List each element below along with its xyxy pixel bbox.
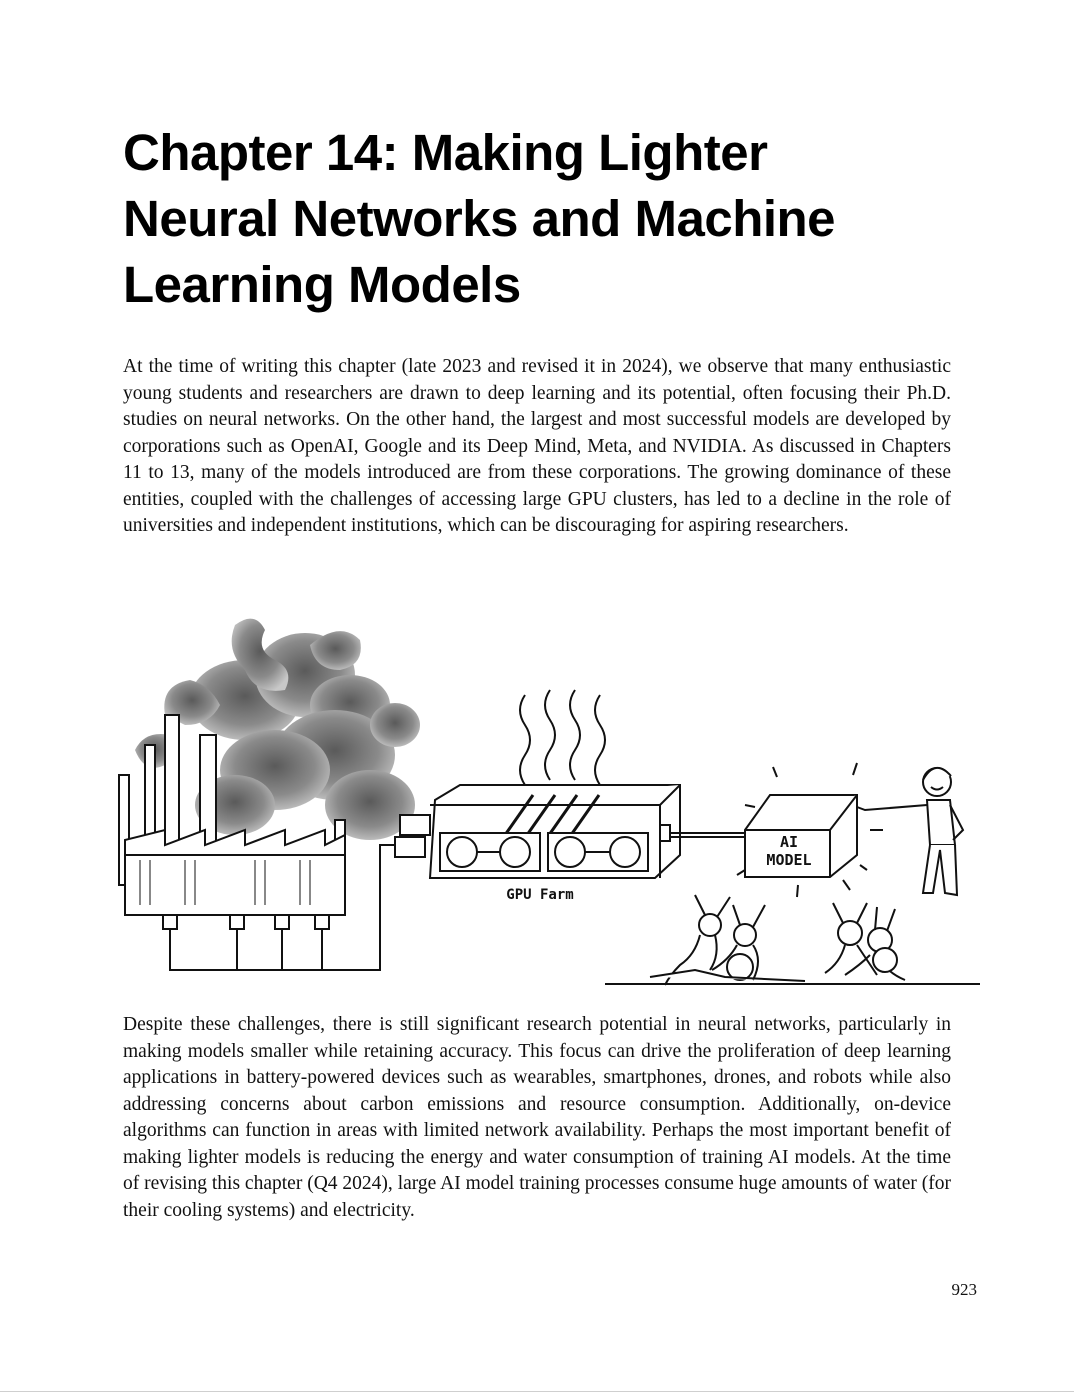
gpu-farm (395, 785, 750, 878)
heat-waves (520, 690, 605, 785)
chapter-title-line-1: Chapter 14: Making Lighter (123, 124, 768, 181)
intro-paragraph: At the time of writing this chapter (late 2023 and revised it in 2024), we observe that many enthusiastic young students and researchers are drawn to deep learning and its potential, often focusing their Ph.D. studies on neural networks. On the other hand, the largest and most successful models are developed by corporations such as OpenAI, Google and its Deep Mind, Meta, and NVIDIA. As discussed in Chapters 11 to 13, many of the models introduced are from these corporations. The growing dominance of these entities, coupled with the challenges of accessing large GPU clusters, has led to a decline in the role of universities and independent institutions, which can be discouraging for aspiring researchers. (123, 356, 951, 536)
ai-model-label-line-2: MODEL (766, 851, 812, 869)
gpu-farm-label: GPU Farm (506, 887, 574, 903)
presenter-figure (857, 768, 963, 895)
chapter-title-line-3: Learning Models (123, 256, 521, 313)
ai-model-label-line-1: AI (779, 833, 799, 851)
chapter-title (123, 120, 983, 318)
body-paragraph: Despite these challenges, there is still significant research potential in neural networks, particularly in making models smaller while retaining accuracy. This focus can drive the proliferation of deep learning applications in battery-powered devices such as wearables, smartphones, drones, and robots while also addressing concerns about carbon emissions and resource consumption. Additionally, on-device algorithms can function in areas with limited network availability. Perhaps the most important benefit of making lighter models is reducing the energy and water consumption of training AI models. At the time of revising this chapter (Q4 2024), large AI model training processes consume huge amounts of water (for their cooling systems) and electricity. (123, 1014, 951, 1221)
chapter-title-line-2: Neural Networks and Machine (123, 190, 836, 247)
page-bottom-rule (0, 1391, 1074, 1392)
gpu-farm-illustration (105, 605, 985, 1000)
page-number: 923 (951, 1280, 977, 1299)
cheering-crowd (650, 895, 905, 985)
